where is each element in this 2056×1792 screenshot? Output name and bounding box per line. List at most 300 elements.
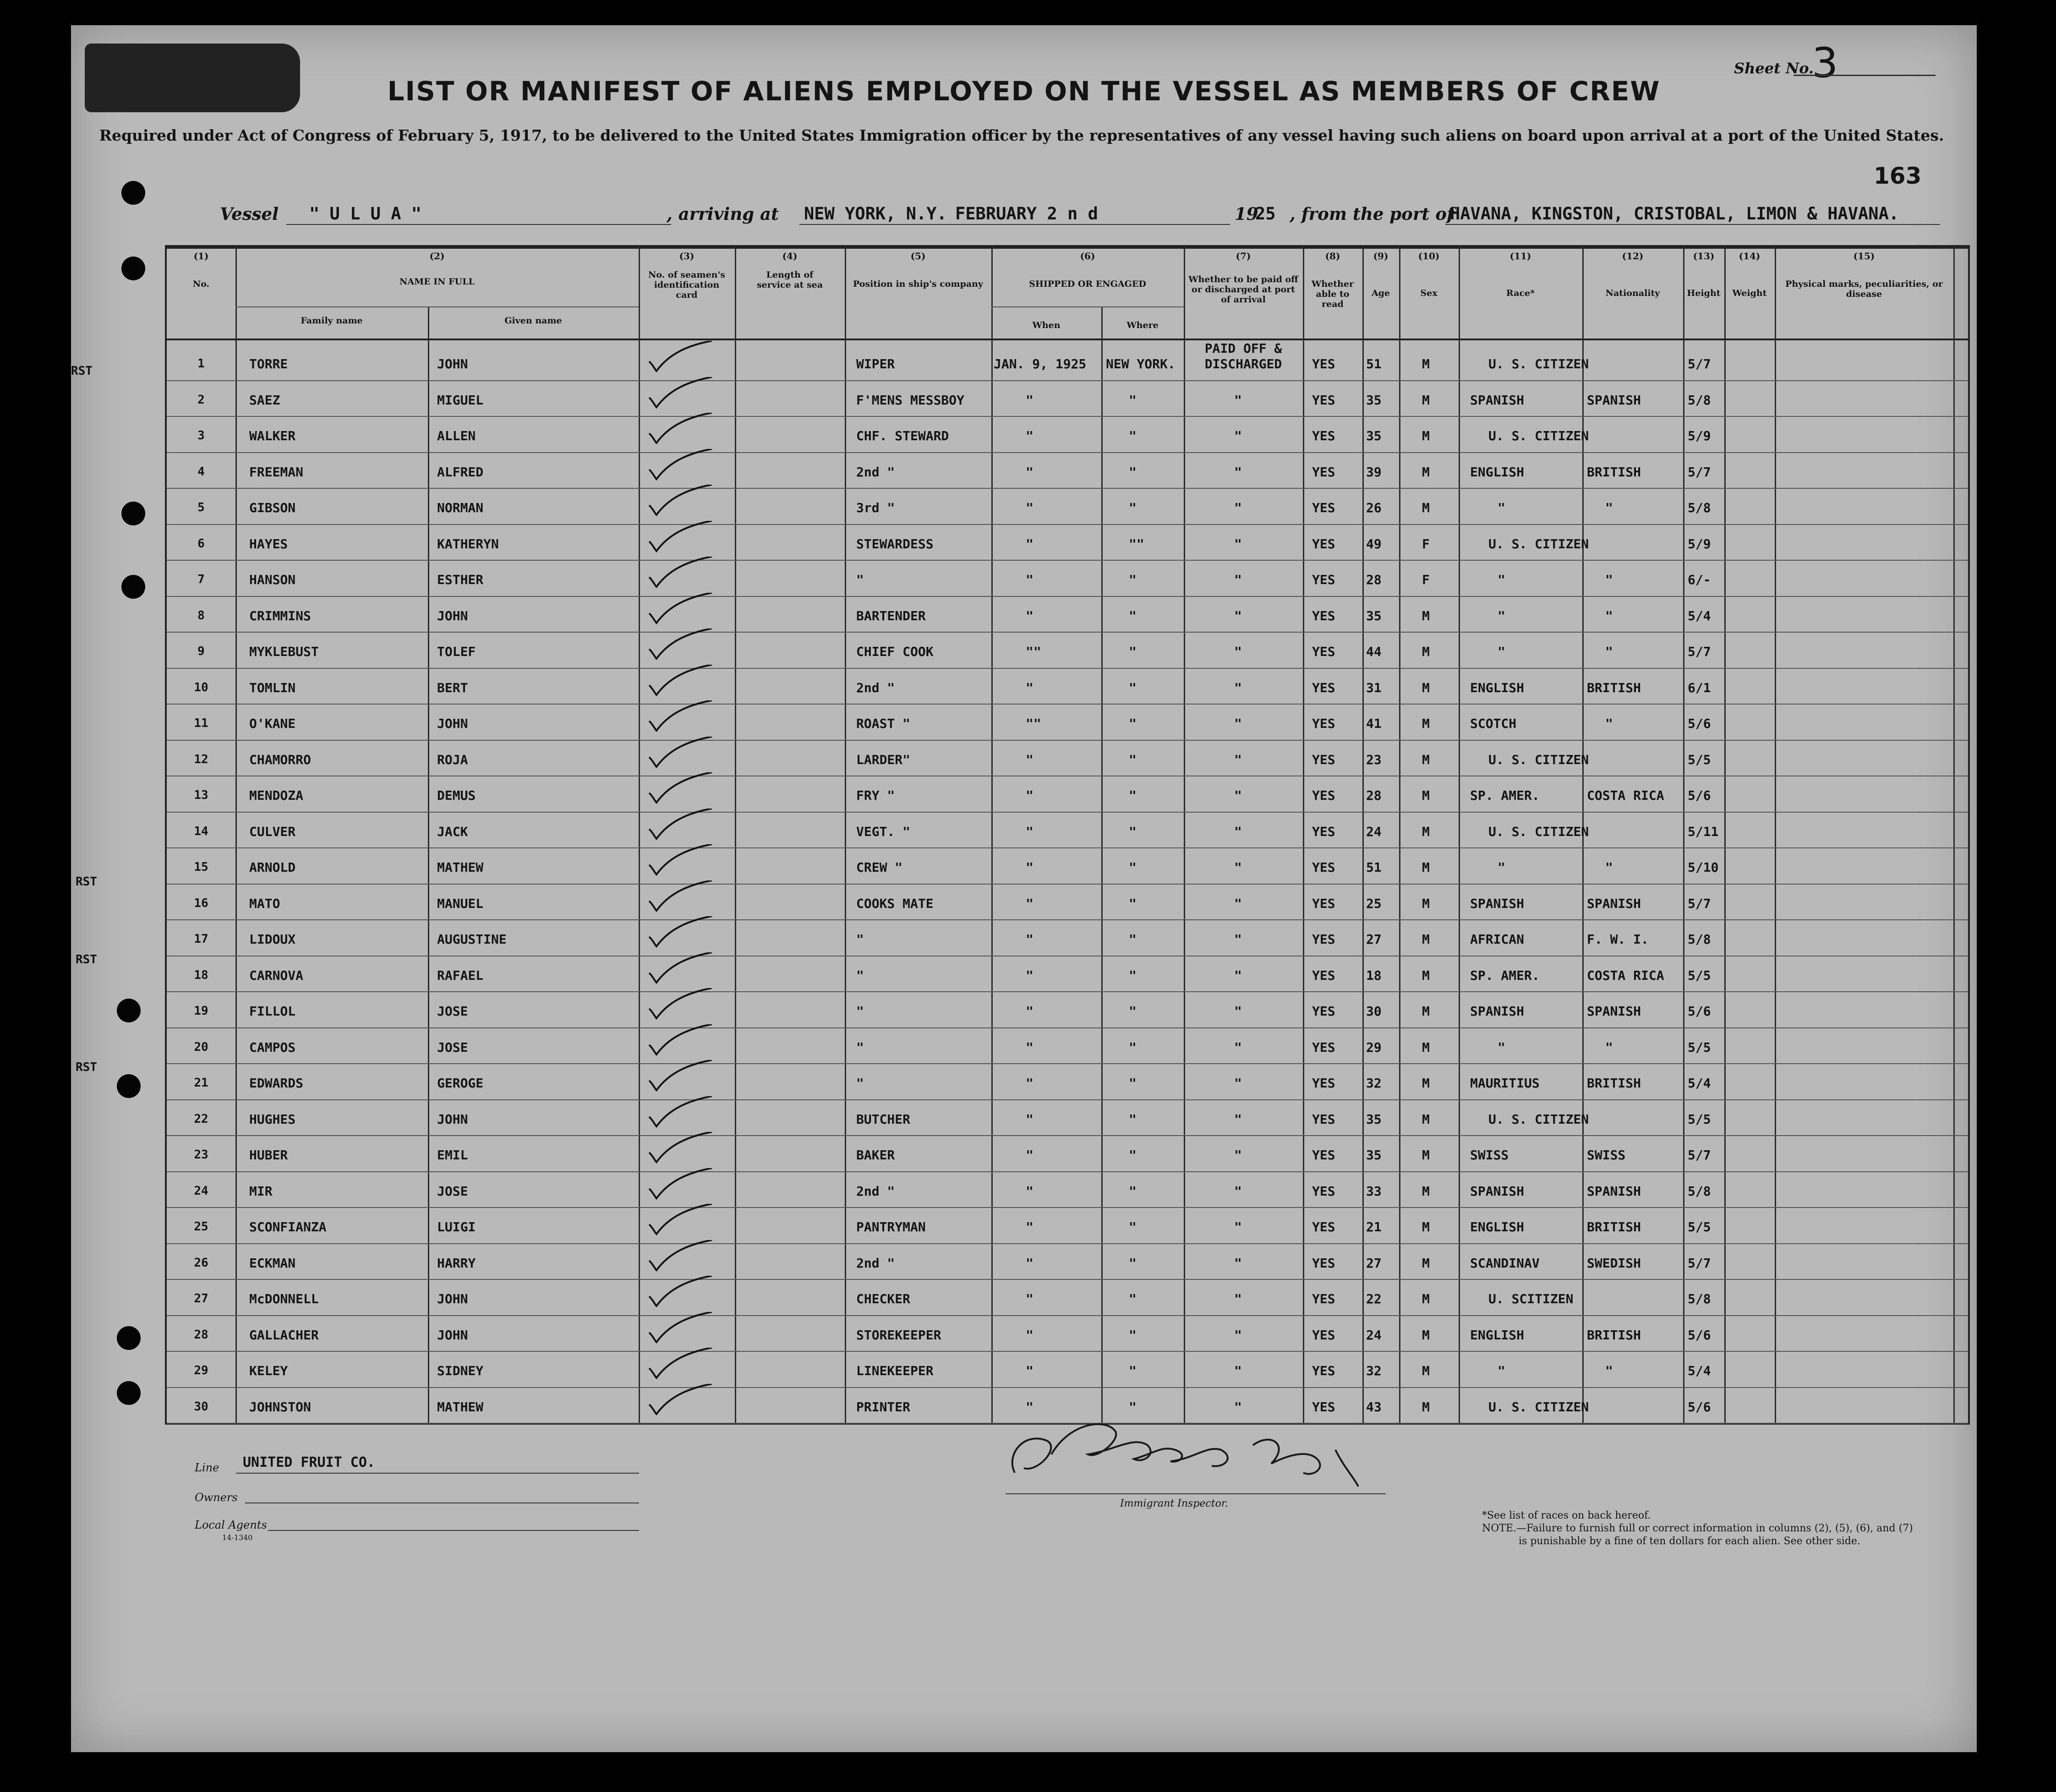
column-divider — [1459, 247, 1460, 1423]
shipped-when-cell: "" — [1026, 644, 1041, 659]
row-number: 15 — [194, 860, 208, 874]
row-divider — [167, 1387, 1968, 1388]
age-cell: 51 — [1366, 356, 1382, 372]
owners-label: Owners — [195, 1491, 238, 1504]
column-divider — [235, 247, 237, 1423]
height-cell: 5/6 — [1688, 788, 1711, 803]
race-cell: SCOTCH — [1470, 716, 1517, 731]
race-cell: " — [1498, 644, 1505, 659]
position-cell: LARDER" — [856, 752, 911, 767]
row-number: 12 — [194, 752, 208, 766]
shipped-where-cell: " — [1129, 967, 1137, 983]
position-cell: 2nd " — [856, 680, 895, 695]
row-number: 8 — [197, 608, 205, 623]
read-cell: YES — [1312, 1039, 1335, 1055]
checkmark-icon — [645, 1384, 714, 1416]
shipped-when-cell: " — [1026, 1399, 1033, 1415]
shipped-when-cell: " — [1026, 788, 1033, 803]
family-name-cell: CULVER — [249, 824, 296, 839]
race-cell: SPANISH — [1470, 1183, 1525, 1199]
crew-table — [165, 245, 1970, 1425]
given-name-cell: TOLEF — [437, 644, 476, 659]
column-divider — [1184, 247, 1185, 1423]
shipped-where-cell: " — [1129, 788, 1137, 803]
race-cell: U. S. CITIZEN — [1488, 536, 1589, 552]
row-divider — [167, 812, 1968, 813]
race-cell: " — [1498, 1363, 1505, 1378]
shipped-when-cell: " — [1026, 536, 1033, 552]
shipped-where-cell: " — [1129, 1363, 1137, 1378]
checkmark-icon — [645, 1240, 714, 1272]
read-cell: YES — [1312, 608, 1335, 623]
race-cell: U. S. CITIZEN — [1488, 824, 1589, 839]
height-cell: 5/8 — [1688, 392, 1711, 408]
row-divider — [167, 416, 1968, 417]
shipped-when-cell: " — [1026, 896, 1033, 911]
header-read: Whether able to read — [1312, 279, 1354, 309]
age-cell: 43 — [1366, 1399, 1382, 1415]
height-cell: 5/7 — [1688, 356, 1711, 372]
shipped-when-cell: " — [1026, 1076, 1033, 1091]
row-divider — [167, 1351, 1968, 1352]
sex-cell: M — [1422, 788, 1430, 803]
given-name-cell: JACK — [437, 824, 468, 839]
paid-off-cell: " — [1234, 1076, 1242, 1091]
shipped-when-cell: " — [1026, 608, 1033, 623]
family-name-cell: HAYES — [249, 536, 288, 552]
race-cell: AFRICAN — [1470, 932, 1525, 947]
given-name-cell: JOHN — [437, 608, 468, 623]
age-cell: 25 — [1366, 896, 1382, 911]
age-cell: 31 — [1366, 680, 1382, 695]
height-cell: 5/6 — [1688, 1327, 1711, 1343]
read-cell: YES — [1312, 392, 1335, 408]
given-name-cell: LUIGI — [437, 1219, 476, 1235]
row-divider — [167, 884, 1968, 885]
sex-cell: M — [1422, 1399, 1430, 1415]
sex-cell: M — [1422, 967, 1430, 983]
paid-off-cell: " — [1234, 608, 1242, 623]
position-cell: CHF. STEWARD — [856, 428, 949, 443]
year-prefix: 19 — [1235, 204, 1258, 224]
header-weight: Weight — [1732, 288, 1767, 298]
age-cell: 28 — [1366, 788, 1382, 803]
sex-cell: M — [1422, 1076, 1430, 1091]
document-title: LIST OR MANIFEST OF ALIENS EMPLOYED ON THE VESSEL AS MEMBERS OF CREW — [387, 76, 1661, 107]
given-name-cell: SIDNEY — [437, 1363, 484, 1378]
paid-off-cell: " — [1234, 500, 1242, 515]
height-cell: 5/8 — [1688, 932, 1711, 947]
age-cell: 27 — [1366, 932, 1382, 947]
paid-off-note: PAID OFF & DISCHARGED — [1204, 341, 1282, 372]
shipped-when-cell: " — [1026, 1255, 1033, 1271]
sex-cell: M — [1422, 464, 1430, 480]
nationality-cell: BRITISH — [1587, 1327, 1641, 1343]
paid-off-cell: " — [1234, 1327, 1242, 1343]
given-name-cell: MATHEW — [437, 860, 484, 875]
col-number: (14) — [1739, 251, 1761, 262]
row-divider — [167, 632, 1968, 633]
family-name-cell: HUGHES — [249, 1111, 296, 1127]
read-cell: YES — [1312, 680, 1335, 695]
read-cell: YES — [1312, 572, 1335, 587]
shipped-when-cell: " — [1026, 428, 1033, 443]
age-cell: 44 — [1366, 644, 1382, 659]
read-cell: YES — [1312, 788, 1335, 803]
paid-off-cell: " — [1234, 428, 1242, 443]
paid-off-cell: " — [1234, 680, 1242, 695]
given-name-cell: JOHN — [437, 716, 468, 731]
punch-hole — [117, 1381, 141, 1405]
height-cell: 5/6 — [1688, 1004, 1711, 1019]
given-name-cell: BERT — [437, 680, 468, 695]
given-name-cell: KATHERYN — [437, 536, 499, 552]
nationality-cell: SPANISH — [1587, 1004, 1641, 1019]
height-cell: 5/5 — [1688, 752, 1711, 767]
punch-hole — [117, 1326, 141, 1350]
read-cell: YES — [1312, 1183, 1335, 1199]
paid-off-cell: " — [1234, 788, 1242, 803]
age-cell: 27 — [1366, 1255, 1382, 1271]
vessel-label: Vessel — [220, 204, 279, 224]
height-cell: 5/8 — [1688, 500, 1711, 515]
sex-cell: M — [1422, 500, 1430, 515]
nationality-cell: SWISS — [1587, 1147, 1626, 1163]
given-name-cell: RAFAEL — [437, 967, 484, 983]
race-cell: SPANISH — [1470, 1004, 1525, 1019]
position-cell: " — [856, 932, 864, 947]
checkmark-icon — [645, 1168, 714, 1200]
age-cell: 18 — [1366, 967, 1382, 983]
nationality-cell: BRITISH — [1587, 680, 1641, 695]
shipped-when-cell: " — [1026, 1327, 1033, 1343]
paid-off-cell: " — [1234, 392, 1242, 408]
nationality-cell: SPANISH — [1587, 392, 1641, 408]
shipped-when-cell: " — [1026, 392, 1033, 408]
row-divider — [167, 1135, 1968, 1136]
row-number: 19 — [194, 1004, 208, 1018]
age-cell: 32 — [1366, 1363, 1382, 1378]
shipped-when-cell: " — [1026, 572, 1033, 587]
header-bottom-border — [167, 339, 1968, 340]
read-cell: YES — [1312, 1111, 1335, 1127]
document-subtitle: Required under Act of Congress of February 5, 1917, to be delivered to the United States Immigration officer by the representatives of any vessel having such aliens on board upon arrival at a port of the United States. — [99, 126, 1944, 144]
given-name-cell: ALFRED — [437, 464, 484, 480]
race-cell: SP. AMER. — [1470, 967, 1540, 983]
paid-off-cell: " — [1234, 536, 1242, 552]
family-name-cell: TORRE — [249, 356, 288, 372]
vessel-underline — [286, 224, 671, 225]
checkmark-icon — [645, 772, 714, 804]
row-number: 21 — [194, 1076, 208, 1090]
age-cell: 26 — [1366, 500, 1382, 515]
shipped-when-cell: " — [1026, 1219, 1033, 1235]
position-cell: BARTENDER — [856, 608, 926, 623]
nationality-cell: " — [1605, 644, 1613, 659]
shipped-where-cell: " — [1129, 1076, 1137, 1091]
row-number: 3 — [197, 429, 205, 443]
race-cell: " — [1498, 860, 1505, 875]
age-cell: 21 — [1366, 1219, 1382, 1235]
sex-cell: M — [1422, 752, 1430, 767]
sex-cell: M — [1422, 896, 1430, 911]
row-number: 23 — [194, 1148, 208, 1162]
family-name-cell: LIDOUX — [249, 932, 296, 947]
arrival-date: FEBRUARY 2 n d — [955, 204, 1098, 224]
from-label: , from the port of — [1290, 204, 1454, 224]
race-cell: " — [1498, 1039, 1505, 1055]
row-number: 28 — [194, 1328, 208, 1342]
line-label: Line — [195, 1461, 219, 1474]
checkmark-icon — [645, 593, 714, 625]
paid-off-cell: " — [1234, 752, 1242, 767]
given-name-cell: DEMUS — [437, 788, 476, 803]
family-name-cell: MIR — [249, 1183, 273, 1199]
paid-off-cell: " — [1234, 1399, 1242, 1415]
family-name-cell: SAEZ — [249, 392, 280, 408]
row-divider — [167, 488, 1968, 489]
race-cell: " — [1498, 572, 1505, 587]
row-number: 20 — [194, 1040, 208, 1054]
nationality-cell: " — [1605, 500, 1613, 515]
age-cell: 29 — [1366, 1039, 1382, 1055]
height-cell: 5/4 — [1688, 1076, 1711, 1091]
checkmark-icon — [645, 557, 714, 589]
header-no: No. — [192, 279, 210, 289]
position-cell: 3rd " — [856, 500, 895, 515]
paid-off-cell: " — [1234, 1039, 1242, 1055]
shipped-where-cell: NEW YORK. — [1106, 356, 1176, 372]
age-cell: 49 — [1366, 536, 1382, 552]
checkmark-icon — [645, 880, 714, 912]
shipped-when-cell: " — [1026, 1111, 1033, 1127]
punch-hole — [117, 1074, 141, 1098]
column-divider — [1775, 247, 1776, 1423]
row-divider — [167, 668, 1968, 669]
age-cell: 24 — [1366, 824, 1382, 839]
age-cell: 22 — [1366, 1291, 1382, 1306]
col-number: (8) — [1325, 251, 1340, 262]
read-cell: YES — [1312, 500, 1335, 515]
nationality-cell: SWEDISH — [1587, 1255, 1641, 1271]
row-divider — [167, 1243, 1968, 1244]
age-cell: 28 — [1366, 572, 1382, 587]
height-cell: 5/9 — [1688, 536, 1711, 552]
row-divider — [167, 452, 1968, 453]
row-number: 13 — [194, 788, 208, 802]
nationality-cell: COSTA RICA — [1587, 967, 1664, 983]
height-cell: 5/6 — [1688, 1399, 1711, 1415]
nationality-cell: " — [1605, 572, 1613, 587]
arrival-year: 25 — [1255, 204, 1276, 224]
race-cell: SP. AMER. — [1470, 788, 1540, 803]
col-number: (15) — [1853, 251, 1875, 262]
header-physical-marks: Physical marks, peculiarities, or disease — [1785, 279, 1943, 299]
sex-cell: M — [1422, 1111, 1430, 1127]
header-shipped: SHIPPED OR ENGAGED — [1029, 279, 1146, 289]
read-cell: YES — [1312, 1363, 1335, 1378]
family-name-cell: CARNOVA — [249, 967, 304, 983]
row-divider — [167, 524, 1968, 525]
checkmark-icon — [645, 737, 714, 769]
read-cell: YES — [1312, 932, 1335, 947]
agents-label: Local Agents — [195, 1519, 267, 1531]
shipped-when-cell: " — [1026, 860, 1033, 875]
family-name-cell: WALKER — [249, 428, 296, 443]
given-name-cell: MANUEL — [437, 896, 484, 911]
family-name-cell: KELEY — [249, 1363, 288, 1378]
given-name-cell: HARRY — [437, 1255, 476, 1271]
column-divider — [991, 247, 993, 1423]
shipped-where-cell: " — [1129, 824, 1137, 839]
nationality-cell: " — [1605, 716, 1613, 731]
checkmark-icon — [645, 1060, 714, 1092]
shipped-when-cell: " — [1026, 1039, 1033, 1055]
shipped-when-cell: " — [1026, 1363, 1033, 1378]
read-cell: YES — [1312, 824, 1335, 839]
margin-annotation: RST — [76, 953, 97, 967]
given-name-cell: AUGUSTINE — [437, 932, 507, 947]
age-cell: 35 — [1366, 608, 1382, 623]
height-cell: 5/5 — [1688, 1111, 1711, 1127]
race-cell: ENGLISH — [1470, 464, 1525, 480]
paid-off-cell: " — [1234, 1147, 1242, 1163]
sex-cell: M — [1422, 608, 1430, 623]
checkmark-icon — [645, 1348, 714, 1380]
header-race: Race* — [1506, 288, 1535, 298]
nationality-cell: " — [1605, 860, 1613, 875]
read-cell: YES — [1312, 1327, 1335, 1343]
paid-off-cell: " — [1234, 1219, 1242, 1235]
vessel-row — [71, 204, 1977, 231]
position-cell: LINEKEEPER — [856, 1363, 934, 1378]
checkmark-icon — [645, 485, 714, 517]
height-cell: 5/7 — [1688, 464, 1711, 480]
col-number: (4) — [782, 251, 798, 262]
position-cell: " — [856, 1004, 864, 1019]
family-name-cell: GALLACHER — [249, 1327, 319, 1343]
inspector-underline — [1006, 1493, 1386, 1494]
nationality-cell: BRITISH — [1587, 1076, 1641, 1091]
sex-cell: M — [1422, 680, 1430, 695]
given-name-cell: ESTHER — [437, 572, 484, 587]
col-number: (12) — [1622, 251, 1644, 262]
checkmark-icon — [645, 1312, 714, 1344]
paid-off-cell: " — [1234, 1255, 1242, 1271]
paid-off-cell: " — [1234, 572, 1242, 587]
row-number: 5 — [197, 501, 205, 514]
shipped-when-cell: "" — [1026, 716, 1041, 731]
paid-off-cell: " — [1234, 1291, 1242, 1306]
shipped-where-cell: " — [1129, 1111, 1137, 1127]
read-cell: YES — [1312, 1004, 1335, 1019]
checkmark-icon — [645, 413, 714, 445]
column-divider — [1724, 247, 1726, 1423]
shipped-when-cell: " — [1026, 680, 1033, 695]
sex-cell: M — [1422, 716, 1430, 731]
sex-cell: M — [1422, 824, 1430, 839]
height-cell: 6/- — [1688, 572, 1711, 587]
sex-cell: M — [1422, 1039, 1430, 1055]
read-cell: YES — [1312, 1255, 1335, 1271]
position-cell: STEWARDESS — [856, 536, 934, 552]
shipped-when-cell: " — [1026, 1004, 1033, 1019]
shipped-when-cell: " — [1026, 967, 1033, 983]
column-divider — [428, 306, 429, 1423]
header-paid: Whether to be paid off or discharged at port of arrival — [1188, 274, 1298, 305]
col-number: (11) — [1509, 251, 1531, 262]
age-cell: 30 — [1366, 1004, 1382, 1019]
row-divider — [167, 1099, 1968, 1100]
punch-hole — [121, 257, 145, 280]
position-cell: ROAST " — [856, 716, 911, 731]
position-cell: " — [856, 1039, 864, 1055]
shipped-where-cell: " — [1129, 1327, 1137, 1343]
read-cell: YES — [1312, 428, 1335, 443]
arriving-port: NEW YORK, N.Y. — [804, 204, 947, 224]
family-name-cell: GIBSON — [249, 500, 296, 515]
height-cell: 5/5 — [1688, 1039, 1711, 1055]
shipped-where-cell: " — [1129, 608, 1137, 623]
height-cell: 5/7 — [1688, 644, 1711, 659]
checkmark-icon — [645, 809, 714, 841]
row-number: 17 — [194, 932, 208, 946]
checkmark-icon — [645, 341, 714, 373]
paid-off-cell: " — [1234, 644, 1242, 659]
line-underline — [236, 1473, 639, 1474]
age-cell: 33 — [1366, 1183, 1382, 1199]
col-number: (7) — [1236, 251, 1251, 262]
row-divider — [167, 991, 1968, 992]
race-cell: SCANDINAV — [1470, 1255, 1540, 1271]
checkmark-icon — [645, 1024, 714, 1056]
family-name-cell: JOHNSTON — [249, 1399, 311, 1415]
family-name-cell: EDWARDS — [249, 1076, 304, 1091]
family-name-cell: CRIMMINS — [249, 608, 311, 623]
header-name-in-full: NAME IN FULL — [399, 277, 475, 287]
height-cell: 5/7 — [1688, 1255, 1711, 1271]
position-cell: PANTRYMAN — [856, 1219, 926, 1235]
height-cell: 5/10 — [1688, 860, 1719, 875]
height-cell: 5/8 — [1688, 1183, 1711, 1199]
sex-cell: M — [1422, 1363, 1430, 1378]
subheader-line — [235, 306, 639, 307]
position-cell: STOREKEEPER — [856, 1327, 941, 1343]
read-cell: YES — [1312, 896, 1335, 911]
read-cell: YES — [1312, 1147, 1335, 1163]
family-name-cell: ECKMAN — [249, 1255, 296, 1271]
header-id-card: No. of seamen's identification card — [648, 270, 725, 300]
inspector-signature — [996, 1404, 1372, 1491]
ports-underline — [1445, 224, 1940, 225]
sex-cell: M — [1422, 932, 1430, 947]
row-number: 14 — [194, 824, 208, 838]
race-cell: SWISS — [1470, 1147, 1509, 1163]
shipped-where-cell: " — [1129, 896, 1137, 911]
sex-cell: F — [1422, 572, 1430, 587]
column-divider — [1399, 247, 1400, 1423]
given-name-cell: JOSE — [437, 1183, 468, 1199]
given-name-cell: EMIL — [437, 1147, 468, 1163]
sex-cell: M — [1422, 644, 1430, 659]
checkmark-icon — [645, 521, 714, 553]
shipped-where-cell: " — [1129, 500, 1137, 515]
checkmark-icon — [645, 916, 714, 948]
row-number: 4 — [197, 464, 205, 479]
row-number: 7 — [197, 573, 205, 586]
position-cell: " — [856, 572, 864, 587]
column-divider — [735, 247, 736, 1423]
